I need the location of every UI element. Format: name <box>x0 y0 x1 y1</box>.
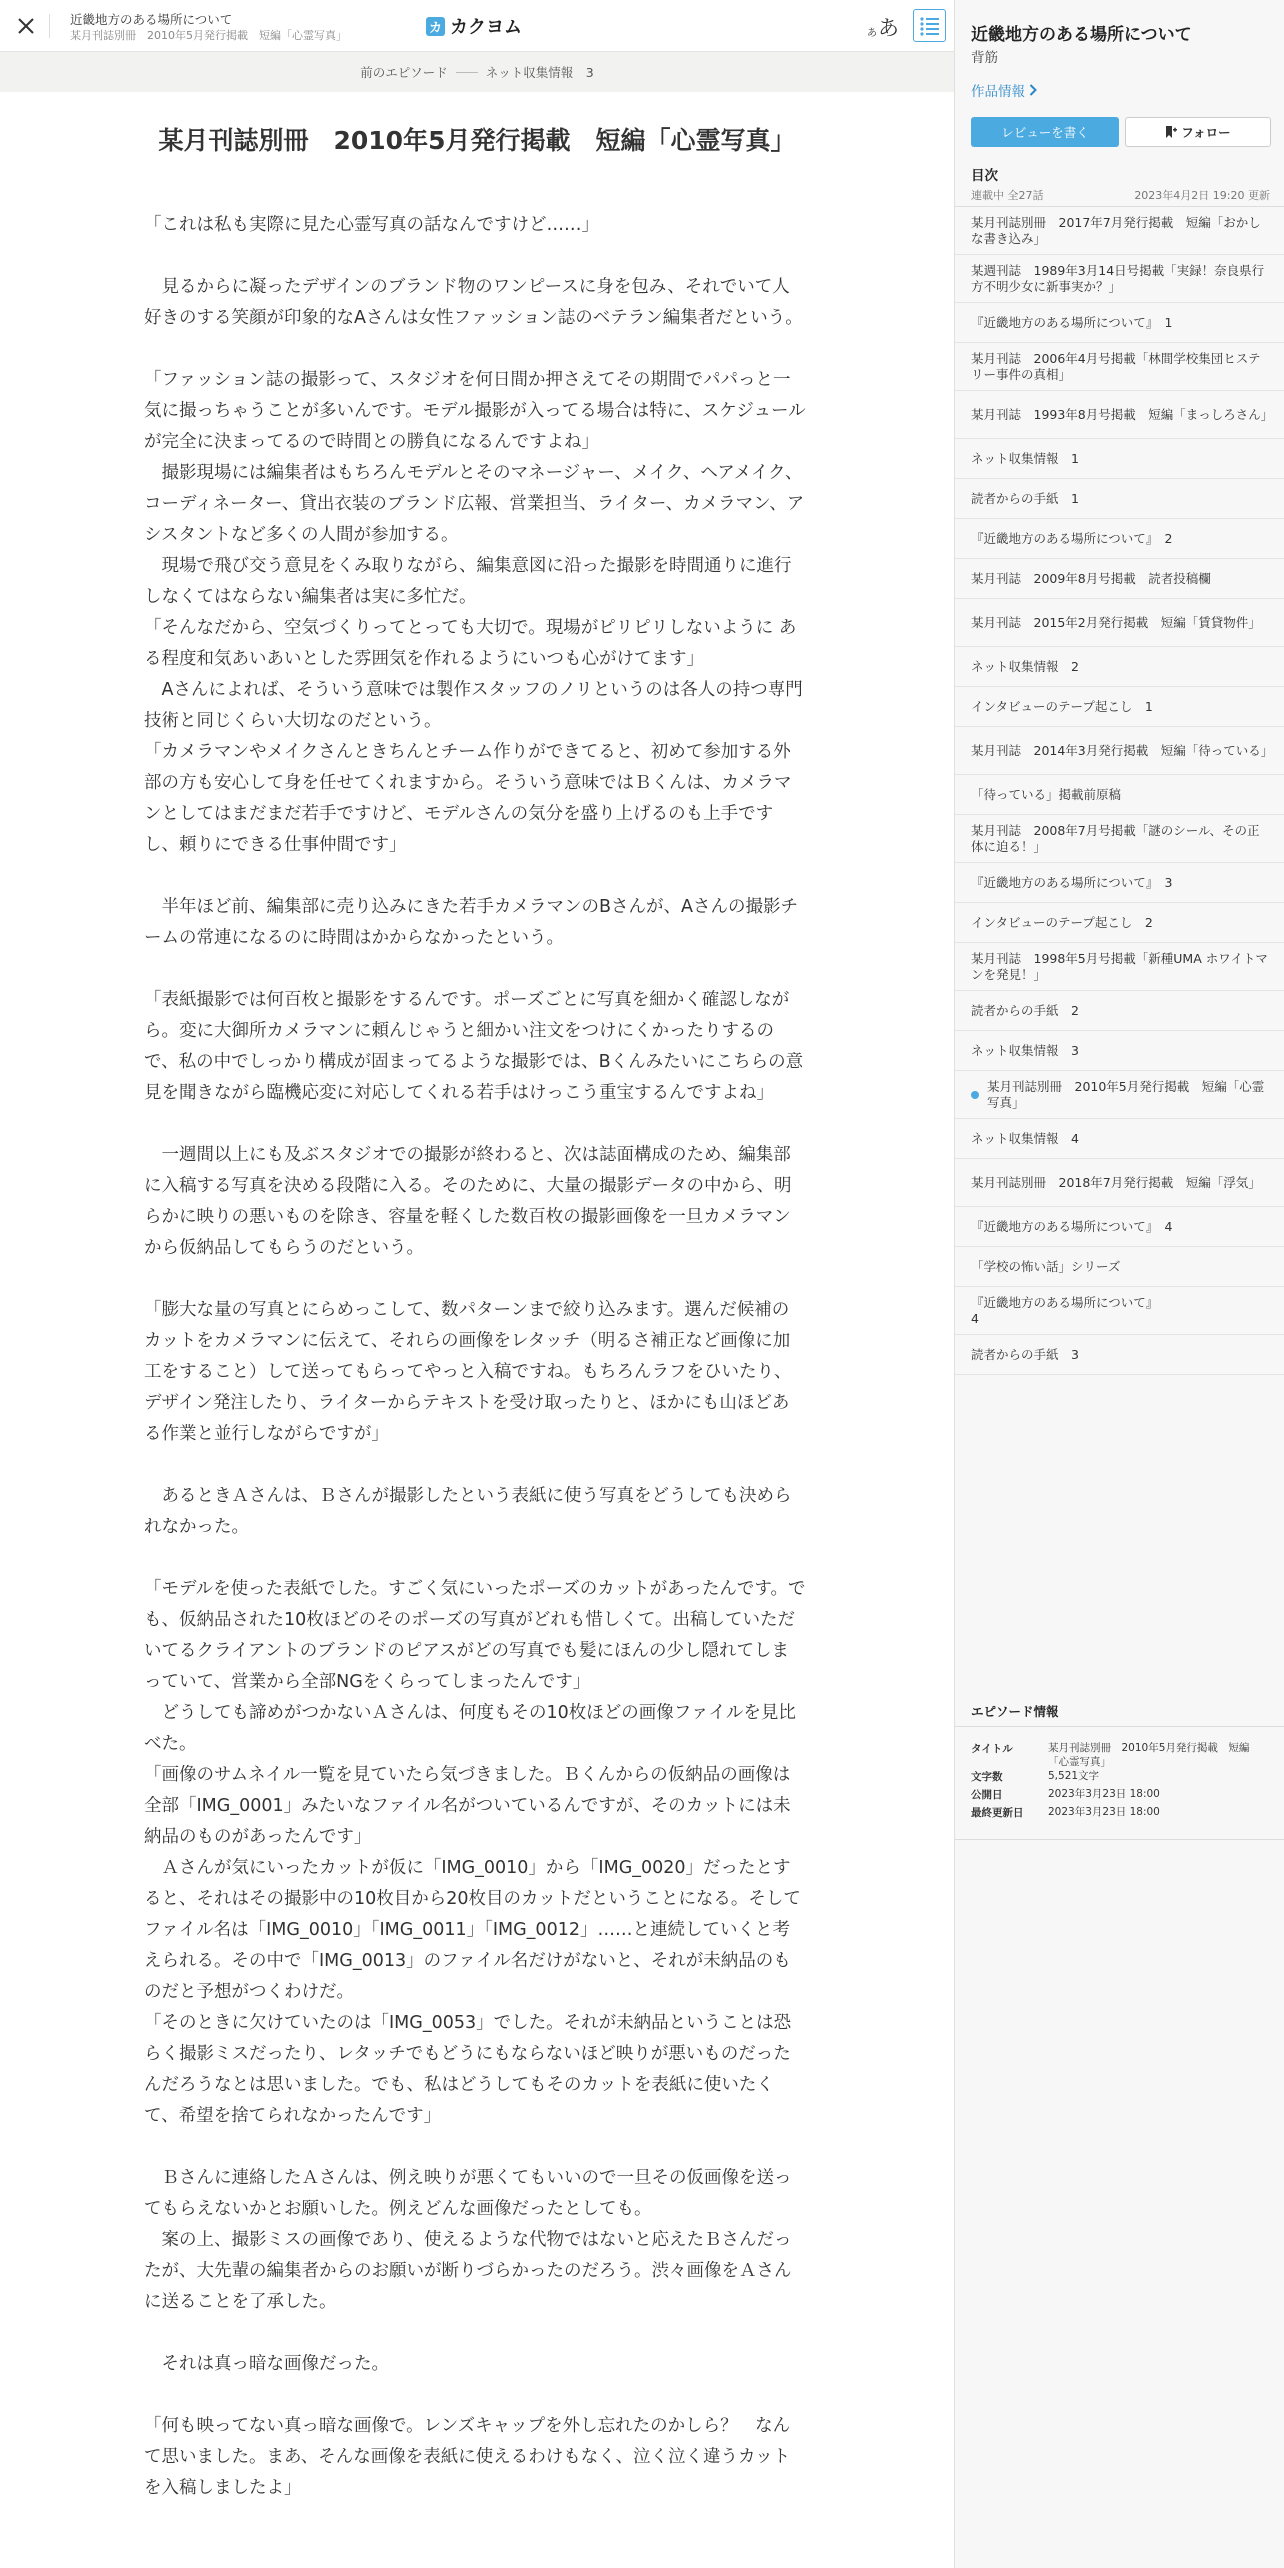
last-updated: 2023年4月2日 19:20 更新 <box>1134 189 1270 202</box>
toc-item[interactable] <box>955 727 1284 775</box>
toc-item[interactable] <box>955 255 1284 303</box>
toc-item[interactable] <box>955 391 1284 439</box>
body-paragraph: それは真っ暗な画像だった。 <box>144 2354 389 2374</box>
toc-item[interactable] <box>955 775 1284 815</box>
toc-item[interactable] <box>955 647 1284 687</box>
episode-info-value: 2023年3月23日 18:00 <box>1048 1806 1160 1818</box>
previous-episode-link[interactable] <box>0 52 954 92</box>
toc-item[interactable] <box>955 439 1284 479</box>
toc-item-title: インタビューのテープ起こし 1 <box>971 698 1153 714</box>
work-info-label: 作品情報 <box>971 84 1025 100</box>
toc-item[interactable] <box>955 687 1284 727</box>
serial-status: 連載中 全27話 <box>971 189 1044 202</box>
body-paragraph: 「そのときに欠けていたのは「IMG_0053」でした。それが未納品ということは恐らく撮影ミスだったり、レタッチでもどうにもならないほど映りが悪いものだったんだろうなとは思いました。でも、私はどうしてもそのカットを表紙に使いたくて、希望を捨てられなかったんです」 <box>144 2013 792 2126</box>
toc-item-title: 読者からの手紙 2 <box>971 1002 1079 1018</box>
body-paragraph: 現場で飛び交う意見をくみ取りながら、編集意図に沿った撮影を時間通りに進行しなくてはならない編集者は実に多忙だ。 <box>144 556 792 607</box>
previous-episode-title: ネット収集情報 3 <box>485 65 594 80</box>
sidebar-work-title[interactable]: 近畿地方のある場所について <box>971 25 1192 45</box>
body-paragraph: 「これは私も実際に見た心霊写真の話なんですけど……」 <box>144 215 599 235</box>
toc-sidebar <box>954 0 1284 2568</box>
body-paragraph: 「画像のサムネイル一覧を見ていたら気づきました。Ｂくんからの仮納品の画像は全部「IMG_0001」みたいなファイル名がついているんですが、そのカットには未納品のものがあったんです」 <box>144 1765 791 1847</box>
episode-info-heading: エピソード情報 <box>971 1704 1059 1719</box>
body-paragraph: どうしても諦めがつかないＡさんは、何度もその10枚ほどの画像ファイルを見比べた。 <box>144 1703 796 1754</box>
toc-item[interactable] <box>955 815 1284 863</box>
body-paragraph <box>144 334 806 365</box>
toc-item[interactable] <box>955 1119 1284 1159</box>
toc-item-title: 『近畿地方のある場所について』 4 <box>971 1218 1173 1234</box>
toc-toggle-button[interactable] <box>913 9 946 42</box>
toc-item[interactable] <box>955 559 1284 599</box>
body-paragraph <box>144 1264 806 1295</box>
toc-item-title: 読者からの手紙 1 <box>971 490 1079 506</box>
body-paragraph: Aさんによれば、そういう意味では製作スタッフのノリというのは各人の持つ専門技術と同じくらい大切なのだという。 <box>144 680 803 731</box>
toc-item[interactable] <box>955 1031 1284 1071</box>
bookmark-plus-icon <box>1165 126 1177 138</box>
body-paragraph <box>144 241 806 272</box>
body-paragraph: 「表紙撮影では何百枚と撮影をするんです。ポーズごとに写真を細かく確認しながら。変に大御所カメラマンに頼んじゃうと細かい注文をつけにくかったりするので、私の中でしっかり構成が固まってるような撮影では、Bくんみたいにこちらの意見を聞きながら臨機応変に対応してくれる若手はけっこう重宝するんですよね」 <box>144 990 804 1103</box>
toc-item-title: 『近畿地方のある場所について』 2 <box>971 530 1173 546</box>
body-paragraph <box>144 2318 806 2349</box>
episode-subtitle: 某月刊誌別冊 2010年5月発行掲載 短編「心霊写真」 <box>70 29 347 42</box>
write-review-button[interactable]: レビューを書く <box>971 117 1119 147</box>
episode-info-value: 2023年3月23日 18:00 <box>1048 1788 1160 1800</box>
toc-item-title: 某月刊誌 1998年5月号掲載「新種UMA ホワイトマンを発見！」 <box>971 950 1268 982</box>
toc-item-title: 「学校の怖い話」シリーズ <box>971 1258 1121 1274</box>
body-paragraph: 「何も映ってない真っ暗な画像で。レンズキャップを外し忘れたのかしら？ なんて思いました。まあ、そんな画像を表紙に使えるわけもなく、泣く泣く違うカットを入稿しましたよ」 <box>144 2416 791 2498</box>
work-title-link[interactable]: 近畿地方のある場所について <box>70 12 233 27</box>
sidebar-author[interactable]: 背筋 <box>971 50 998 66</box>
body-paragraph: 撮影現場には編集者はもちろんモデルとそのマネージャー、メイク、ヘアメイク、コーディネーター、貸出衣装のブランド広報、営業担当、ライター、カメラマン、アシスタントなど多くの人間が参加する。 <box>144 463 805 545</box>
episode-body <box>144 210 806 2504</box>
close-button[interactable] <box>12 12 40 40</box>
body-paragraph: Ａさんが気にいったカットが仮に「IMG_0010」から「IMG_0020」だったとすると、それはその撮影中の10枚目から20枚目のカットだということになる。そしてファイル名は「IMG_0010」「IMG_0011」「IMG_0012」……と連続していくと考えられる。その中で「IMG_0013」のファイル名だけがないと、それが未納品のものだと予想がつくわけだ。 <box>144 1858 801 2002</box>
episode-info-value: 5,521文字 <box>1048 1770 1100 1782</box>
episode-info-key: 公開日 <box>971 1789 1003 1801</box>
close-icon <box>12 12 40 40</box>
font-settings-button[interactable] <box>866 10 900 42</box>
chevron-right-icon <box>1029 84 1037 96</box>
toc-item[interactable] <box>955 303 1284 343</box>
episode-list <box>955 206 1284 1375</box>
toc-item[interactable] <box>955 863 1284 903</box>
toc-item-title: 某月刊誌別冊 2010年5月発行掲載 短編「心霊写真」 <box>987 1078 1265 1110</box>
body-paragraph: 「そんなだから、空気づくりってとっても大切で。現場がピリピリしないように ある程度和気あいあいとした雰囲気を作れるようにいつも心がけてます」 <box>144 618 797 669</box>
body-paragraph <box>144 1450 806 1481</box>
body-paragraph: あるときＡさんは、Ｂさんが撮影したという表紙に使う写真をどうしても決められなかった。 <box>144 1486 792 1537</box>
body-paragraph <box>144 861 806 892</box>
toc-item[interactable] <box>955 1335 1284 1375</box>
body-paragraph <box>144 954 806 985</box>
episode-info-key: 最終更新日 <box>971 1807 1024 1819</box>
toc-item-title: 某月刊誌 2014年3月発行掲載 短編「待っている」 <box>971 742 1274 758</box>
toc-item-title: 某月刊誌 1993年8月号掲載 短編「まっしろさん」 <box>971 406 1274 422</box>
toc-item[interactable] <box>955 1247 1284 1287</box>
episode-info-value: 某月刊誌別冊 2010年5月発行掲載 短編「心霊写真」 <box>1048 1742 1250 1768</box>
current-episode-dot <box>971 1091 979 1099</box>
toc-item[interactable] <box>955 943 1284 991</box>
toc-item-title: 読者からの手紙 3 <box>971 1346 1079 1362</box>
body-paragraph <box>144 2132 806 2163</box>
episode-info-table <box>955 1726 1284 1840</box>
reader-header <box>0 0 954 52</box>
toc-item-current[interactable] <box>955 1071 1284 1119</box>
episode-info-key: タイトル <box>971 1743 1013 1755</box>
logo-mark-icon: カ <box>426 17 445 36</box>
toc-item[interactable] <box>955 991 1284 1031</box>
body-paragraph <box>144 1543 806 1574</box>
toc-item-title: 『近畿地方のある場所について』 1 <box>971 314 1173 330</box>
toc-item-title: ネット収集情報 1 <box>971 450 1079 466</box>
toc-item-title: 『近畿地方のある場所について』 3 <box>971 874 1173 890</box>
body-paragraph <box>144 2380 806 2411</box>
body-paragraph: Ｂさんに連絡したＡさんは、例え映りが悪くてもいいので一旦その仮画像を送ってもらえないかとお願いした。例えどんな画像だったとしても。 <box>144 2168 792 2219</box>
follow-button[interactable] <box>1125 117 1271 147</box>
body-paragraph: 見るからに凝ったデザインのブランド物のワンピースに身を包み、それでいて人好きのする笑顔が印象的なAさんは女性ファッション誌のベテラン編集者だという。 <box>144 277 803 328</box>
toc-item[interactable] <box>955 1287 1284 1335</box>
toc-item-title: 某月刊誌 2006年4月号掲載「林間学校集団ヒステリー事件の真相」 <box>971 350 1261 382</box>
body-paragraph: 「膨大な量の写真とにらめっこして、数パターンまで絞り込みます。選んだ候補のカットをカメラマンに伝えて、それらの画像をレタッチ（明るさ補正など画像に加工をすること）して送ってもらってやっと入稿ですね。もちろんラフをひいたり、デザイン発注したり、ライターからテキストを受け取ったりと、ほかにも山ほどある作業と並行しながらですが」 <box>144 1300 792 1444</box>
body-paragraph <box>144 1109 806 1140</box>
follow-button-label: フォロー <box>1181 125 1231 140</box>
toc-item[interactable] <box>955 479 1284 519</box>
toc-item[interactable] <box>955 519 1284 559</box>
toc-item-title: インタビューのテープ起こし 2 <box>971 914 1153 930</box>
toc-item[interactable] <box>955 207 1284 255</box>
body-paragraph: 案の上、撮影ミスの画像であり、使えるような代物ではないと応えたＢさんだったが、大先輩の編集者からのお願いが断りづらかったのだろう。渋々画像をＡさんに送ることを了承した。 <box>144 2230 792 2312</box>
toc-item-title: 某月刊誌 2009年8月号掲載 読者投稿欄 <box>971 570 1211 586</box>
toc-item-title: 某月刊誌 2008年7月号掲載「謎のシール、その正体に迫る！」 <box>971 822 1260 854</box>
header-divider <box>49 14 50 38</box>
toc-item-title: 某月刊誌 2015年2月発行掲載 短編「賃貸物件」 <box>971 614 1261 630</box>
toc-item-title: 某週刊誌 1989年3月14日号掲載「実録！奈良県行方不明少女に新事実か？」 <box>971 262 1265 294</box>
toc-list-icon <box>919 16 941 36</box>
work-info-link[interactable] <box>971 80 1037 100</box>
toc-item-title: ネット収集情報 4 <box>971 1130 1079 1146</box>
font-small-glyph: あ <box>867 28 877 39</box>
toc-item[interactable] <box>955 1159 1284 1207</box>
toc-item-title: 『近畿地方のある場所について』 4 <box>971 1294 1159 1326</box>
font-large-glyph: あ <box>878 16 899 40</box>
nav-divider <box>456 72 478 73</box>
toc-item-title: ネット収集情報 3 <box>971 1042 1079 1058</box>
toc-item-title: 某月刊誌別冊 2018年7月発行掲載 短編「浮気」 <box>971 1174 1261 1190</box>
toc-heading: 目次 <box>971 168 998 184</box>
body-paragraph: 一週間以上にも及ぶスタジオでの撮影が終わると、次は誌面構成のため、編集部に入稿する写真を決める段階に入る。そのために、大量の撮影データの中から、明らかに映りの悪いものを除き、容量を軽くした数百枚の撮影画像を一旦カメラマンから仮納品してもらうのだという。 <box>144 1145 792 1258</box>
chapter-title: 某月刊誌別冊 2010年5月発行掲載 短編「心霊写真」 <box>158 126 796 155</box>
body-paragraph: 「ファッション誌の撮影って、スタジオを何日間か押さえてその期間でパパっと一気に撮っちゃうことが多いんです。モデル撮影が入ってる場合は特に、スケジュールが完全に決まってるので時間との勝負になるんですよね」 <box>144 370 806 452</box>
toc-item[interactable] <box>955 1207 1284 1247</box>
toc-item[interactable] <box>955 599 1284 647</box>
toc-item[interactable] <box>955 343 1284 391</box>
body-paragraph: 「モデルを使った表紙でした。すごく気にいったポーズのカットがあったんです。でも、仮納品された10枚ほどのそのポーズの写真がどれも惜しくて。出稿していただいてるクライアントのブランドのピアスがどの写真でも髪にほんの少し隠れてしまっていて、営業から全部NGをくらってしまったんです」 <box>144 1579 806 1692</box>
toc-item-title: ネット収集情報 2 <box>971 658 1079 674</box>
toc-item[interactable] <box>955 903 1284 943</box>
body-paragraph: 「カメラマンやメイクさんときちんとチーム作りができてると、初めて参加する外部の方も安心して身を任せてくれますから。そういう意味ではＢくんは、カメラマンとしてはまだまだ若手ですけど、モデルさんの気分を盛り上げるのも上手ですし、頼りにできる仕事仲間です」 <box>144 742 792 855</box>
logo-text: カクヨム <box>450 17 522 38</box>
kakuyomu-logo[interactable] <box>426 13 522 39</box>
body-paragraph: 半年ほど前、編集部に売り込みにきた若手カメラマンのBさんが、Aさんの撮影チームの常連になるのに時間はかからなかったという。 <box>144 897 798 948</box>
toc-item-title: 「待っている」掲載前原稿 <box>971 786 1122 802</box>
previous-episode-label: 前のエピソード <box>360 65 448 80</box>
toc-item-title: 某月刊誌別冊 2017年7月発行掲載 短編「おかしな書き込み」 <box>971 214 1261 246</box>
episode-info-key: 文字数 <box>971 1771 1003 1783</box>
